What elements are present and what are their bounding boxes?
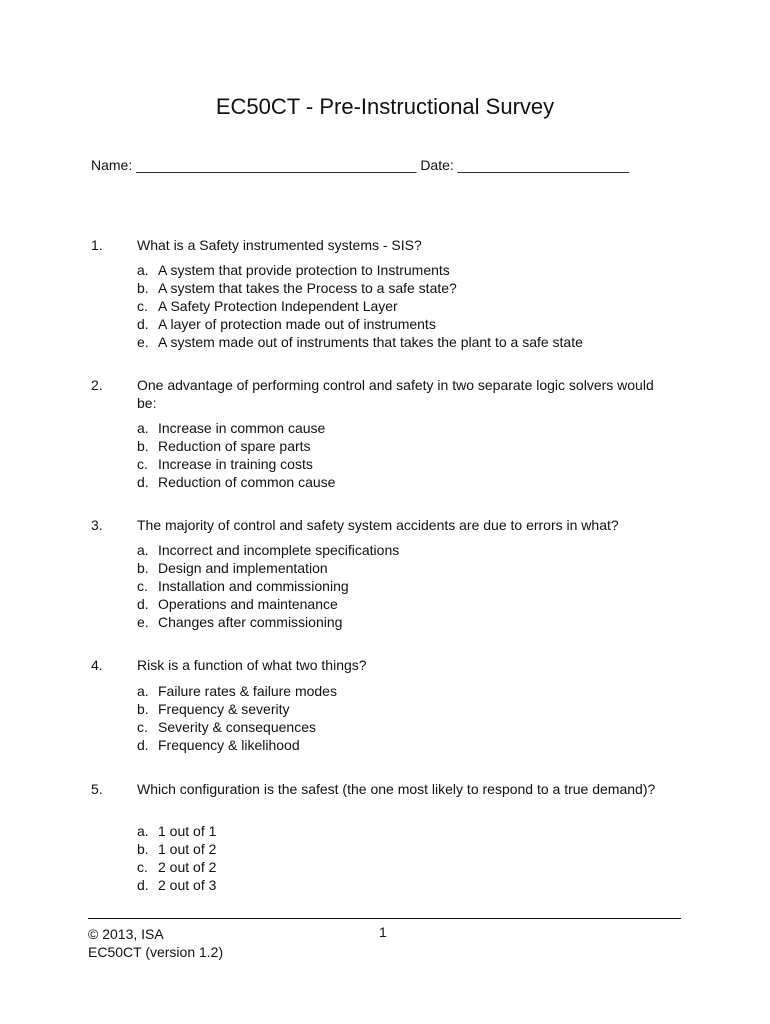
option-letter: d.: [137, 737, 149, 753]
option-text: A Safety Protection Independent Layer: [158, 298, 398, 314]
option-text: Changes after commissioning: [158, 614, 343, 630]
option-text: Failure rates & failure modes: [158, 683, 337, 699]
option-letter: b.: [137, 438, 149, 454]
option-letter: c.: [137, 859, 148, 875]
name-date-line: Name: ____________________________________ Date: ______________________: [91, 157, 629, 173]
option-letter: b.: [137, 841, 149, 857]
option-item: [137, 455, 335, 473]
question-text: Which configuration is the safest (the one most likely to respond to a true demand)?: [137, 781, 656, 797]
option-item: [137, 315, 583, 333]
option-letter: e.: [137, 334, 149, 350]
option-text: 1 out of 2: [158, 841, 217, 857]
option-text: A system made out of instruments that takes the plant to a safe state: [158, 334, 583, 350]
option-text: Design and implementation: [158, 560, 328, 576]
option-text: Reduction of spare parts: [158, 438, 311, 454]
option-text: A system that provide protection to Instruments: [158, 262, 450, 278]
footer-info: [88, 925, 223, 961]
option-item: [137, 473, 335, 491]
option-item: [137, 559, 399, 577]
option-letter: e.: [137, 614, 149, 630]
option-list: [137, 822, 216, 894]
option-item: [137, 718, 337, 736]
option-item: [137, 279, 583, 297]
option-item: [137, 876, 216, 894]
option-text: Frequency & severity: [158, 701, 290, 717]
option-item: [137, 261, 583, 279]
option-text: Frequency & likelihood: [158, 737, 300, 753]
option-letter: b.: [137, 280, 149, 296]
option-letter: a.: [137, 542, 149, 558]
option-letter: a.: [137, 262, 149, 278]
page-number: 1: [379, 924, 387, 940]
question-text: The majority of control and safety system accidents are due to errors in what?: [137, 517, 619, 533]
option-item: [137, 541, 399, 559]
option-letter: c.: [137, 719, 148, 735]
question-text: What is a Safety instrumented systems - SIS?: [137, 237, 422, 253]
option-item: [137, 840, 216, 858]
question-text: Risk is a function of what two things?: [137, 657, 367, 673]
option-item: [137, 736, 337, 754]
option-letter: a.: [137, 683, 149, 699]
option-letter: d.: [137, 316, 149, 332]
option-text: 2 out of 3: [158, 877, 217, 893]
option-item: [137, 682, 337, 700]
option-list: [137, 682, 337, 754]
copyright-notice: © 2013, ISA: [88, 926, 164, 942]
question-text: One advantage of performing control and safety in two separate logic solvers would be:: [137, 377, 654, 411]
option-text: A layer of protection made out of instruments: [158, 316, 436, 332]
option-text: Increase in training costs: [158, 456, 313, 472]
option-letter: c.: [137, 298, 148, 314]
option-letter: b.: [137, 560, 149, 576]
option-item: [137, 700, 337, 718]
option-letter: d.: [137, 596, 149, 612]
option-letter: c.: [137, 578, 148, 594]
option-text: A system that takes the Process to a safe state?: [158, 280, 457, 296]
option-item: [137, 577, 399, 595]
option-text: 1 out of 1: [158, 823, 217, 839]
question-number: 5.: [91, 781, 103, 797]
option-text: Operations and maintenance: [158, 596, 338, 612]
option-letter: a.: [137, 823, 149, 839]
option-text: 2 out of 2: [158, 859, 217, 875]
question-number: 1.: [91, 237, 103, 253]
question-number: 3.: [91, 517, 103, 533]
option-item: [137, 333, 583, 351]
option-text: Incorrect and incomplete specifications: [158, 542, 400, 558]
option-letter: d.: [137, 474, 149, 490]
option-list: [137, 419, 335, 491]
document-version: EC50CT (version 1.2): [88, 944, 224, 960]
option-text: Installation and commissioning: [158, 578, 349, 594]
option-item: [137, 297, 583, 315]
footer-divider: [88, 918, 681, 919]
option-text: Increase in common cause: [158, 420, 326, 436]
option-list: [137, 541, 399, 631]
option-item: [137, 437, 335, 455]
option-item: [137, 595, 399, 613]
option-item: [137, 858, 216, 876]
page-title: EC50CT - Pre-Instructional Survey: [215, 94, 555, 119]
option-letter: b.: [137, 701, 149, 717]
option-letter: d.: [137, 877, 149, 893]
option-item: [137, 822, 216, 840]
option-list: [137, 261, 583, 351]
option-letter: c.: [137, 456, 148, 472]
question-number: 2.: [91, 377, 103, 393]
question-number: 4.: [91, 657, 103, 673]
option-item: [137, 613, 399, 631]
option-text: Reduction of common cause: [158, 474, 336, 490]
option-letter: a.: [137, 420, 149, 436]
option-text: Severity & consequences: [158, 719, 316, 735]
option-item: [137, 419, 335, 437]
